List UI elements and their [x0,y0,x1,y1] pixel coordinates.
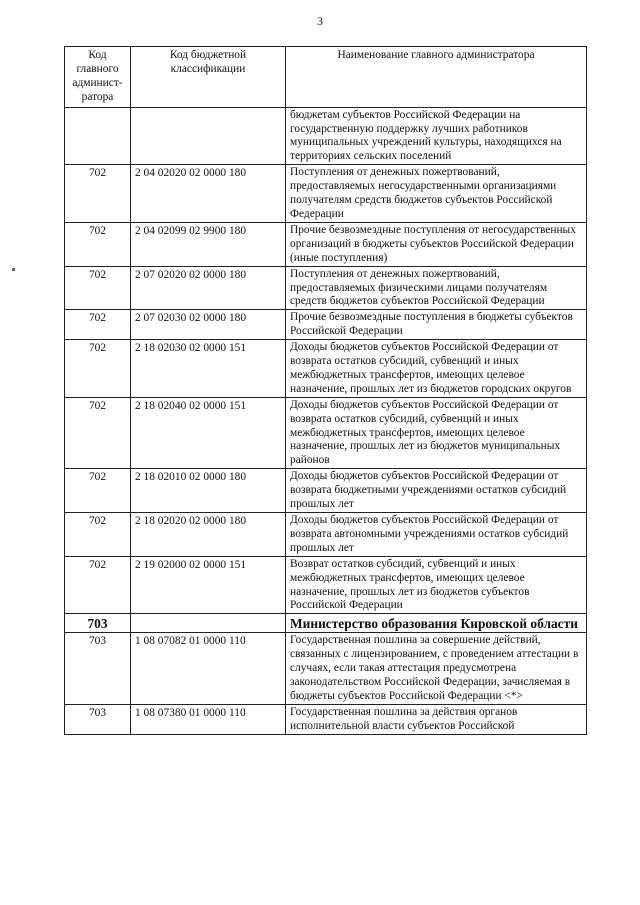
budget-code-cell [131,107,286,165]
table-row [65,266,587,310]
header-budget-code: Код бюджетной классификации [131,47,286,108]
administrator-name-cell: Министерство образования Кировской области [286,614,587,633]
table-row [65,107,587,165]
budget-code-cell: 2 18 02040 02 0000 151 [131,397,286,469]
budget-code-cell: 2 18 02010 02 0000 180 [131,469,286,513]
admin-code-cell: 702 [65,469,131,513]
table-header-row [65,47,587,108]
administrators-table [64,46,587,735]
budget-code-cell: 1 08 07380 01 0000 110 [131,704,286,734]
administrator-name-cell: Возврат остатков субсидий, субвенций и иных межбюджетных трансфертов, имеющих целевое назначение, прошлых лет из бюджетов субъектов Российской Федерации [286,556,587,614]
admin-code-cell: 702 [65,556,131,614]
table-row [65,397,587,469]
administrator-name-cell: Государственная пошлина за совершение действий, связанных с лицензированием, с проведением аттестации в случаях, если такая аттестация предусмотрена законодательством Российской Федерации, зачисляемая в бюджеты субъектов Российской Федерации <*> [286,633,587,705]
administrator-name-cell: Доходы бюджетов субъектов Российской Федерации от возврата бюджетными учреждениями остатков субсидий прошлых лет [286,469,587,513]
administrator-name-cell: Прочие безвозмездные поступления от негосударственных организаций в бюджеты субъектов Российской Федерации (иные поступления) [286,222,587,266]
administrator-name-cell: Доходы бюджетов субъектов Российской Федерации от возврата остатков субсидий, субвенций и иных межбюджетных трансфертов, имеющих целевое назначение, прошлых лет из бюджетов муниципальных районов [286,397,587,469]
budget-code-cell: 2 07 02030 02 0000 180 [131,310,286,340]
admin-code-cell: 702 [65,310,131,340]
table-row [65,513,587,557]
header-name: Наименование главного администратора [286,47,587,108]
table-row [65,222,587,266]
table-row [65,704,587,734]
section-row [65,614,587,633]
header-admin-code: Код главного админист-ратора [65,47,131,108]
administrator-name-cell: Доходы бюджетов субъектов Российской Федерации от возврата автономными учреждениями остатков субсидий прошлых лет [286,513,587,557]
document-sheet [64,46,586,735]
margin-mark [12,268,15,271]
table-row [65,469,587,513]
admin-code-cell: 702 [65,397,131,469]
admin-code-cell: 703 [65,614,131,633]
admin-code-cell: 703 [65,704,131,734]
administrator-name-cell: Государственная пошлина за действия органов исполнительной власти субъектов Российской [286,704,587,734]
admin-code-cell: 702 [65,266,131,310]
page-number: 3 [317,14,323,28]
table-row [65,340,587,398]
budget-code-cell: 1 08 07082 01 0000 110 [131,633,286,705]
table-row [65,165,587,223]
administrator-name-cell: бюджетам субъектов Российской Федерации на государственную поддержку лучших работников муниципальных учреждений культуры, находящихся на территориях сельских поселений [286,107,587,165]
admin-code-cell: 703 [65,633,131,705]
table-row [65,556,587,614]
budget-code-cell: 2 18 02020 02 0000 180 [131,513,286,557]
budget-code-cell: 2 07 02020 02 0000 180 [131,266,286,310]
administrator-name-cell: Поступления от денежных пожертвований, предоставляемых негосударственными организациями получателям средств бюджетов субъектов Российской Федерации [286,165,587,223]
admin-code-cell: 702 [65,513,131,557]
table-body [65,107,587,734]
table-row [65,633,587,705]
administrator-name-cell: Прочие безвозмездные поступления в бюджеты субъектов Российской Федерации [286,310,587,340]
table-row [65,310,587,340]
budget-code-cell: 2 04 02099 02 9900 180 [131,222,286,266]
administrator-name-cell: Доходы бюджетов субъектов Российской Федерации от возврата остатков субсидий, субвенций и иных межбюджетных трансфертов, имеющих целевое назначение, прошлых лет из бюджетов городских округов [286,340,587,398]
budget-code-cell: 2 19 02000 02 0000 151 [131,556,286,614]
administrator-name-cell: Поступления от денежных пожертвований, предоставляемых физическими лицами получателям средств бюджетов субъектов Российской Федерации [286,266,587,310]
admin-code-cell: 702 [65,222,131,266]
budget-code-cell [131,614,286,633]
admin-code-cell [65,107,131,165]
admin-code-cell: 702 [65,340,131,398]
budget-code-cell: 2 18 02030 02 0000 151 [131,340,286,398]
admin-code-cell: 702 [65,165,131,223]
budget-code-cell: 2 04 02020 02 0000 180 [131,165,286,223]
